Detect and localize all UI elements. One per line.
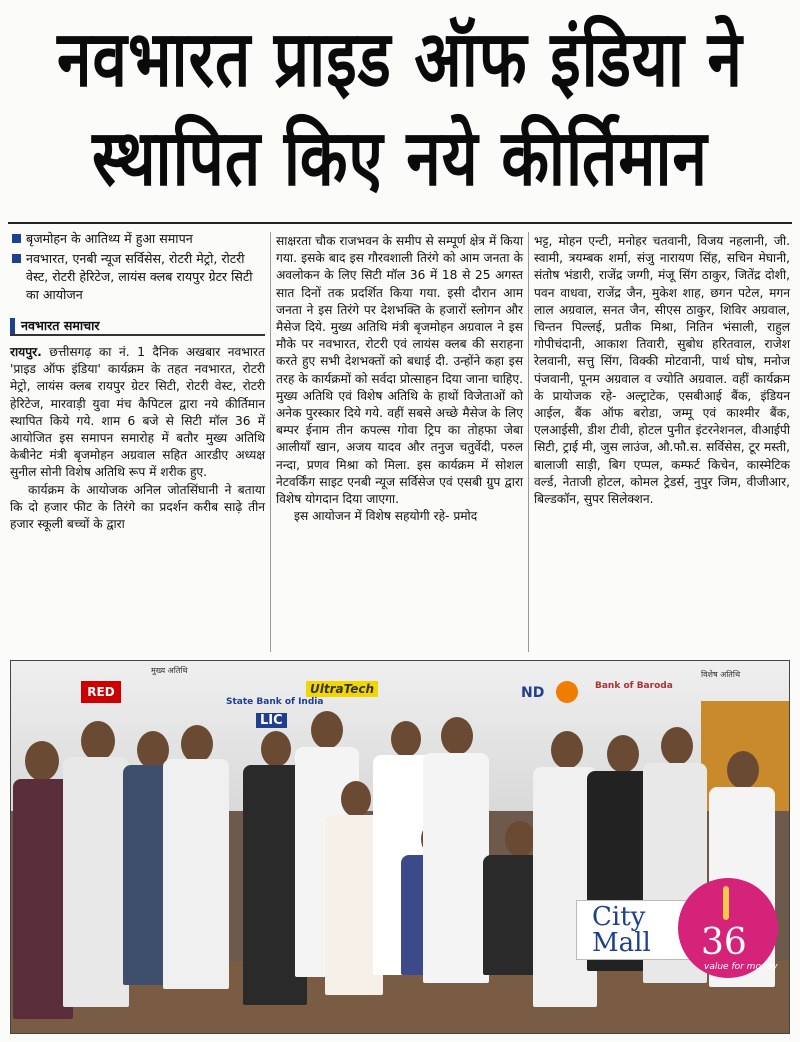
- highlight-item: [10, 230, 265, 248]
- article-column-1: [10, 230, 265, 533]
- city-mall-number: 36: [701, 922, 747, 963]
- article-column-3: [534, 233, 790, 508]
- highlight-text: नवभारत, एनबी न्यूज सर्विसेस, रोटरी मेट्रो, रोटरी वेस्ट, रोटरी हेरिटेज, लायंस क्लब रायपुर ग्रेटर सिटी का आयोजन: [26, 251, 253, 302]
- event-photo: [10, 660, 790, 1034]
- article-paragraph: इस आयोजन में विशेष सहयोगी रहे- प्रमोद: [294, 509, 478, 524]
- city-mall-mall: Mall: [592, 928, 651, 958]
- article-column-2: [276, 233, 523, 525]
- city-mall-city: City: [592, 902, 646, 932]
- special-guest-label: विशेष अतिथि: [701, 670, 741, 679]
- lic-logo: LIC: [256, 713, 287, 728]
- chief-guest-label: मुख्य अतिथि: [151, 666, 188, 675]
- bullet-square-icon: [12, 254, 21, 263]
- indian-oil-logo: [556, 681, 578, 703]
- headline-line-2: स्थापित किए नये कीर्तिमान: [92, 111, 708, 203]
- article-paragraph: [10, 344, 265, 482]
- byline-text: नवभारत समाचार: [21, 318, 100, 334]
- column-divider: [528, 232, 529, 652]
- sbi-logo: State Bank of India: [226, 697, 324, 707]
- column-divider: [270, 232, 271, 652]
- bank-of-baroda-logo: Bank of Baroda: [595, 681, 673, 691]
- article-paragraph: भट्ट, मोहन एन्टी, मनोहर चतवानी, विजय नहलानी, जी. स्वामी, त्रयम्बक शर्मा, संजु नारायण सिंह, सचिन मेघानी, संतोष भंडारी, राजेंद्र जग्गी, मंजू सिंग ठाकुर, जितेंद्र दोशी, पवन वाधवा, राजेंद्र जैन, मुकेश शाह, छगन पटेल, मगन लाल अग्रवाल, सनत जैन, सीएस ठाकुर, शिविर अग्रवाल, चिन्तन पिल्लई, प्रतीक मिश्रा, नितिन भंसाली, राहुल गोपीचंदानी, आकाश तिवारी, सुबोध हरितवाल, राजेश रेलवानी, सत्तु सिंग, विक्की मोटवानी, पार्थ घोष, मनोज पंजवानी, पूनम अग्रवाल व ज्योति अग्रवाल. वहीं कार्यक्रम के प्रायोजक रहे- अल्ट्राटेक, एसबीआई बैंक, इंडियन आईल, बैंक ऑफ बरोडा, जम्मू एवं काश्मीर बैंक, एलआईसी, डीश टीवी, होटल पुनीत इंटरनेशनल, वीआईपी सिटी, ट्राई मी, जुस लाउंज, औ.फौ.स. सर्विसेस, टूर मस्ती, बालाजी साड़ी, बिग एप्पल, कम्फर्ट किचेन, कास्मेटिक वर्ल्ड, नेताजी होटल, कोमल ट्रेडर्स, नुपुर जिम, वीजीआर, बिल्डकॉन, सुपर सिलेक्शन.: [534, 234, 790, 507]
- ultratech-logo: UltraTech: [306, 681, 378, 697]
- red-logo: RED: [81, 681, 121, 703]
- article-paragraph: साक्षरता चौक राजभवन के समीप से सम्पूर्ण क्षेत्र में किया गया. इसके बाद इस गौरवशाली तिरंगे को आम जनता के अवलोकन के लिए सिटी मॉल 36 में 18 से 25 अगस्त सात दिनों तक प्रदर्शित किया गया. इसी दौरान आम जनता ने इस तिरंगे पर देशभक्ति के हजारों स्लोगन और मैसेज दिये. मुख्य अतिथि मंत्री बृजमोहन अग्रवाल ने इस मौके पर नवभारत, रोटरी एवं लायंस क्लब की सराहना करते हुए सभी देशभक्तों को बधाई दी. उन्होंने कहा इस तरह के कार्यक्रमों को सर्वदा प्रोत्साहन दिया जाना चाहिए. मुख्य अतिथि एवं विशेष अतिथि के हाथों विजेताओं को अनेक पुरस्कार दिये गये. वहीं सबसे अच्छे मैसेज के लिए बम्पर ईनाम तीन कपल्स गोवा ट्रिप का तोहफा जेबा आलीयॉं खान, अजय यादव और तनुज चतुर्वेदी, परुल नन्दा, प्रणव मिश्रा को मिला. इस कार्यक्रम में सोशल नेटवर्किंग साइट एनबी न्यूज सर्विसेज एवं एसबी ग्रुप द्वारा विशेष योगदान दिया जाएगा.: [276, 234, 523, 507]
- headline-line-1: नवभारत प्राइड ऑफ इंडिया ने: [57, 12, 743, 104]
- nd-logo: ND: [521, 685, 545, 701]
- highlight-item: [10, 250, 265, 304]
- headline-rule: [8, 222, 792, 224]
- city-mall-tagline: value for money: [704, 962, 778, 972]
- headline: [10, 14, 790, 204]
- highlight-text: बृजमोहन के आतिथ्य में हुआ समापन: [26, 231, 193, 246]
- dateline: रायपुर.: [10, 345, 42, 359]
- wheat-icon: [723, 886, 729, 920]
- article-text: छत्तीसगढ़ का नं. 1 दैनिक अखबार नवभारत 'प्राइड ऑफ इंडिया' कार्यक्रम के तहत नवभारत, रोटरी मेट्रो, लायंस क्लब रायपुर ग्रेटर सिटी, रोटरी वेस्ट, रोटरी हेरिटेज, मारवाड़ी युवा मंच कैपिटल द्वारा नये कीर्तिमान स्थापित किये गये. शाम 6 बजे से सिटी मॉल 36 में आयोजित इस समापन समारोह में बतौर मुख्य अतिथि केबीनेट मंत्री बृजमोहन अग्रवाल सहित आरडीए अध्यक्ष सुनील सोनी विशेष अतिथि रूप में शरीक हुए.: [10, 345, 265, 480]
- byline: [10, 318, 265, 336]
- city-mall-logo: [576, 878, 786, 983]
- bullet-square-icon: [12, 234, 21, 243]
- article-paragraph: कार्यक्रम के आयोजक अनिल जोतसिंघानी ने बताया कि दो हजार फीट के तिरंगे का प्रदर्शन करीब साढ़े तीन हजार स्कूली बच्चों के द्वारा: [10, 482, 265, 532]
- byline-bar-icon: [10, 318, 15, 334]
